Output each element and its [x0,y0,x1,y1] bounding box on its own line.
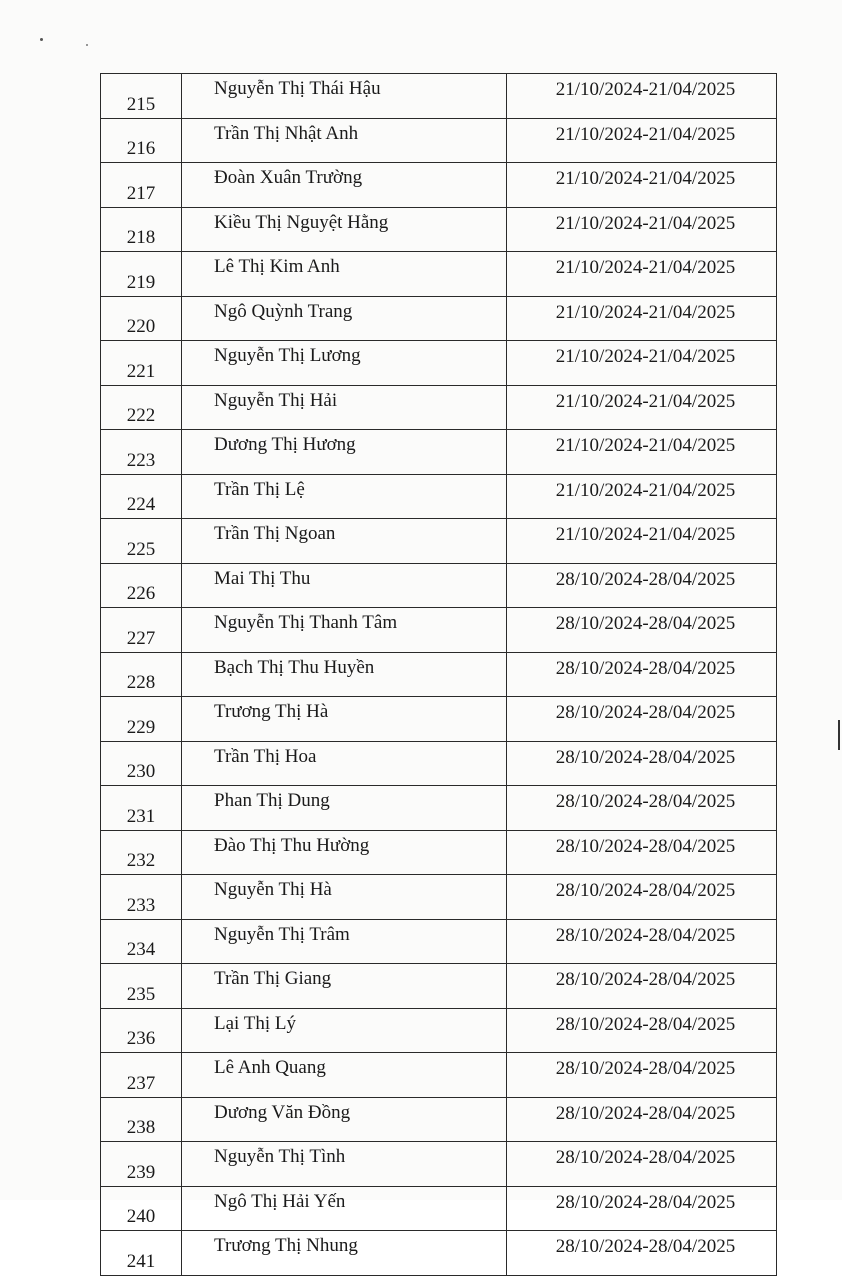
row-number: 235 [101,964,182,1009]
row-number: 220 [101,296,182,341]
person-name: Mai Thị Thu [182,563,507,608]
table-row [101,608,777,653]
person-name: Trần Thị Nhật Anh [182,118,507,163]
date-period: 28/10/2024-28/04/2025 [507,1231,777,1276]
row-number: 227 [101,608,182,653]
date-period: 21/10/2024-21/04/2025 [507,252,777,297]
date-period: 28/10/2024-28/04/2025 [507,1142,777,1187]
row-number: 230 [101,741,182,786]
table-row [101,341,777,386]
date-period: 28/10/2024-28/04/2025 [507,1097,777,1142]
row-number: 240 [101,1186,182,1231]
person-name: Trương Thị Hà [182,697,507,742]
person-name: Nguyễn Thị Hà [182,875,507,920]
person-name: Ngô Quỳnh Trang [182,296,507,341]
table-row [101,519,777,564]
person-name: Dương Thị Hương [182,430,507,475]
person-name: Ngô Thị Hải Yến [182,1186,507,1231]
person-name: Lê Thị Kim Anh [182,252,507,297]
row-number: 232 [101,830,182,875]
date-period: 28/10/2024-28/04/2025 [507,1053,777,1098]
date-period: 21/10/2024-21/04/2025 [507,207,777,252]
row-number: 241 [101,1231,182,1276]
row-number: 224 [101,474,182,519]
table-row [101,786,777,831]
person-name: Lê Anh Quang [182,1053,507,1098]
row-number: 215 [101,74,182,119]
table-row [101,1008,777,1053]
row-number: 233 [101,875,182,920]
table-row [101,207,777,252]
roster-table-body [101,74,777,1276]
date-period: 21/10/2024-21/04/2025 [507,74,777,119]
table-row [101,385,777,430]
person-name: Trần Thị Ngoan [182,519,507,564]
table-row [101,430,777,475]
row-number: 236 [101,1008,182,1053]
date-period: 28/10/2024-28/04/2025 [507,1008,777,1053]
person-name: Kiều Thị Nguyệt Hằng [182,207,507,252]
date-period: 28/10/2024-28/04/2025 [507,697,777,742]
table-row [101,163,777,208]
roster-table [100,73,777,1276]
date-period: 28/10/2024-28/04/2025 [507,964,777,1009]
date-period: 28/10/2024-28/04/2025 [507,875,777,920]
table-row [101,1186,777,1231]
scan-speck [40,38,43,41]
person-name: Đoàn Xuân Trường [182,163,507,208]
person-name: Trương Thị Nhung [182,1231,507,1276]
row-number: 237 [101,1053,182,1098]
person-name: Trần Thị Hoa [182,741,507,786]
row-number: 218 [101,207,182,252]
person-name: Trần Thị Giang [182,964,507,1009]
row-number: 239 [101,1142,182,1187]
person-name: Nguyễn Thị Lương [182,341,507,386]
date-period: 28/10/2024-28/04/2025 [507,652,777,697]
date-period: 21/10/2024-21/04/2025 [507,474,777,519]
row-number: 238 [101,1097,182,1142]
date-period: 28/10/2024-28/04/2025 [507,608,777,653]
table-row [101,474,777,519]
person-name: Lại Thị Lý [182,1008,507,1053]
table-row [101,118,777,163]
table-row [101,830,777,875]
table-row [101,741,777,786]
date-period: 28/10/2024-28/04/2025 [507,919,777,964]
row-number: 234 [101,919,182,964]
table-row [101,919,777,964]
table-row [101,875,777,920]
table-row [101,964,777,1009]
row-number: 231 [101,786,182,831]
date-period: 21/10/2024-21/04/2025 [507,385,777,430]
person-name: Bạch Thị Thu Huyền [182,652,507,697]
scan-edge-mark [838,720,840,750]
row-number: 223 [101,430,182,475]
date-period: 21/10/2024-21/04/2025 [507,296,777,341]
scan-speck [86,44,88,46]
row-number: 221 [101,341,182,386]
table-row [101,1053,777,1098]
date-period: 21/10/2024-21/04/2025 [507,519,777,564]
person-name: Phan Thị Dung [182,786,507,831]
table-row [101,697,777,742]
date-period: 21/10/2024-21/04/2025 [507,430,777,475]
date-period: 21/10/2024-21/04/2025 [507,118,777,163]
person-name: Trần Thị Lệ [182,474,507,519]
person-name: Dương Văn Đồng [182,1097,507,1142]
date-period: 21/10/2024-21/04/2025 [507,341,777,386]
date-period: 28/10/2024-28/04/2025 [507,563,777,608]
table-row [101,652,777,697]
row-number: 228 [101,652,182,697]
person-name: Nguyễn Thị Thanh Tâm [182,608,507,653]
table-row [101,1142,777,1187]
table-row [101,1097,777,1142]
row-number: 222 [101,385,182,430]
person-name: Nguyễn Thị Hải [182,385,507,430]
table-row [101,563,777,608]
row-number: 216 [101,118,182,163]
person-name: Nguyễn Thị Tình [182,1142,507,1187]
row-number: 219 [101,252,182,297]
row-number: 226 [101,563,182,608]
table-row [101,252,777,297]
date-period: 28/10/2024-28/04/2025 [507,830,777,875]
person-name: Nguyễn Thị Thái Hậu [182,74,507,119]
date-period: 28/10/2024-28/04/2025 [507,741,777,786]
row-number: 217 [101,163,182,208]
row-number: 225 [101,519,182,564]
person-name: Nguyễn Thị Trâm [182,919,507,964]
date-period: 28/10/2024-28/04/2025 [507,786,777,831]
table-row [101,74,777,119]
table-row [101,296,777,341]
row-number: 229 [101,697,182,742]
table-row [101,1231,777,1276]
date-period: 28/10/2024-28/04/2025 [507,1186,777,1231]
date-period: 21/10/2024-21/04/2025 [507,163,777,208]
person-name: Đào Thị Thu Hường [182,830,507,875]
